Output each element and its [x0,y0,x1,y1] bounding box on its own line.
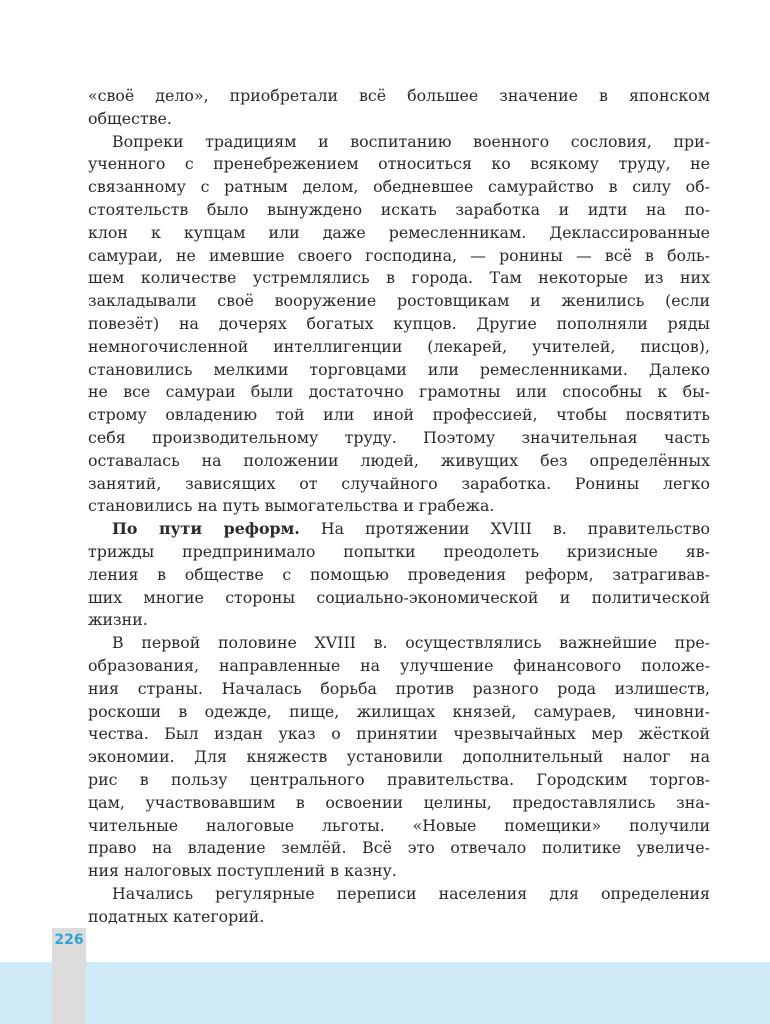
text-line: связанному с ратным делом, обедневшее самурайство в силу об- [88,177,710,197]
text-line: себя производительному труду. Поэтому значительная часть [88,427,710,447]
text-line: чества. Был издан указ о принятии чрезвычайных мер жёсткой [88,724,710,744]
text-line: чительные налоговые льготы. «Новые помещики» получили [88,815,710,835]
text-line: повезёт) на дочерях богатых купцов. Другие пополняли ряды [88,313,710,333]
text-line: рис в пользу центрального правительства. Городским торгов- [88,769,710,789]
line-text: На протяжении XVIII в. правительство [299,519,710,539]
text-line: цам, участвовавшим в освоении целины, предоставлялись зна- [88,792,710,812]
text-line: ния налоговых поступлений в казну. [88,861,397,881]
text-line: податных категорий. [88,906,265,926]
text-line: клон к купцам или даже ремесленникам. Деклассированные [88,222,710,242]
body-text [88,85,710,928]
text-line: не все самураи были достаточно грамотны или способны к бы- [88,382,710,402]
page-number: 226 [54,932,84,948]
text-line: трижды предпринимало попытки преодолеть кризисные яв- [88,541,710,561]
text-line: жизни. [88,610,148,630]
text-line: закладывали своё вооружение ростовщикам и женились (если [88,291,710,311]
text-line: самураи, не имевшие своего господина, — ронины — всё в боль- [88,245,710,265]
text-line: ших многие стороны социально-экономической и политической [88,587,710,607]
section-heading: По пути реформ. [112,519,300,539]
text-line: право на владение землёй. Всё это отвечало политике увеличе- [88,838,710,858]
text-line: экономии. Для княжеств установили дополнительный налог на [88,747,710,767]
text-line: ученного с пренебрежением относиться ко всякому труду, не [88,154,710,174]
text-line: образования, направленные на улучшение финансового положе- [88,655,710,675]
text-line: ния страны. Началась борьба против разного рода излишеств, [88,678,710,698]
text-line: обществе. [88,108,172,128]
text-line: роскоши в одежде, пище, жилищах князей, самураев, чиновни- [88,701,710,721]
text-line: ления в обществе с помощью проведения реформ, затрагивав- [88,564,710,584]
text-line: стоятельств было вынуждено искать заработка и идти на по- [88,199,710,219]
text-line: Начались регулярные переписи населения для определения [112,883,710,903]
text-line: шем количестве устремлялись в города. Там некоторые из них [88,268,710,288]
text-line: становились мелкими торговцами или ремесленниками. Далеко [88,359,710,379]
text-line [88,518,710,541]
footer-band [0,962,770,1024]
text-line: оставалась на положении людей, живущих без определённых [88,450,710,470]
text-line: занятий, зависящих от случайного заработка. Ронины легко [88,473,710,493]
text-line: становились на путь вымогательства и грабежа. [88,496,495,516]
text-line: немногочисленной интеллигенции (лекарей, учителей, писцов), [88,336,710,356]
text-line: строму овладению той или иной профессией, чтобы посвятить [88,405,710,425]
text-line: В первой половине XVIII в. осуществлялись важнейшие пре- [112,633,710,653]
text-line: «своё дело», приобретали всё большее значение в японском [88,86,710,105]
text-line: Вопреки традициям и воспитанию военного сословия, при- [112,131,710,151]
